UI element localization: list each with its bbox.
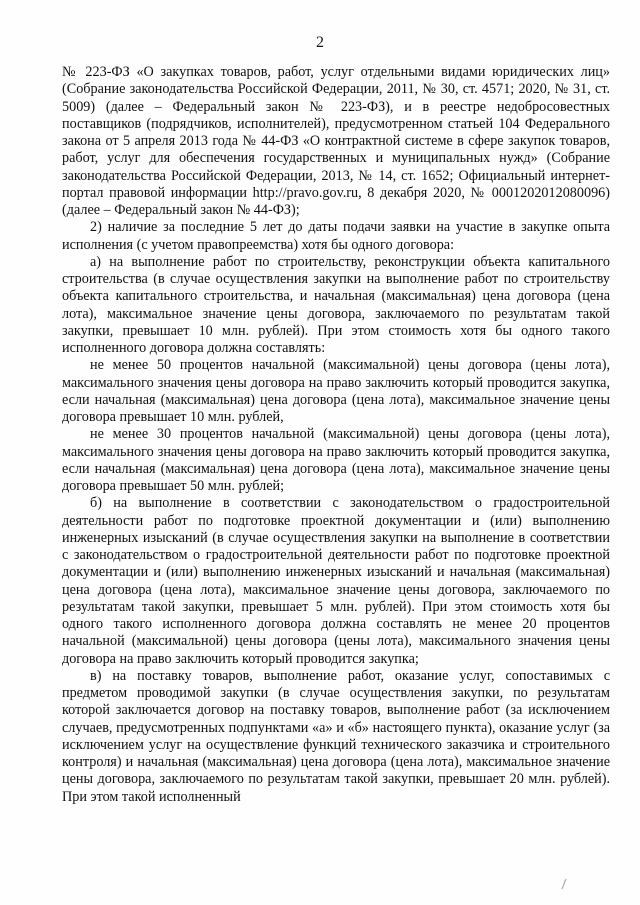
paragraph-subitem-v: в) на поставку товаров, выполнение работ, оказание услуг, сопоставимых с предметом проводимой закупки (в случае осуществления закупки, по результатам которой заключается договор на поставку товаров, выполнение работ (за исключением случаев, предусмотренных подпунктами «а» и «б» настоящего пункта), оказание услуг (за исключением услуг на осуществление функций технического заказчика и строительного контроля) и начальная (максимальная) цена договора (цена лота), максимальное значение цены договора, заключаемого по результатам такой закупки, превышает 20 млн. рублей). При этом такой исполненный [62,667,610,805]
paragraph-condition-50-percent: не менее 50 процентов начальной (максимальной) цены договора (цены лота), максимального значения цены договора на право заключить который проводится закупка, если начальная (максимальная) цена договора (цена лота), максимальное значение цены договора превышает 10 млн. рублей, [62,357,610,425]
paragraph-item-2: 2) наличие за последние 5 лет до даты подачи заявки на участие в закупке опыта исполнения (с учетом правопреемства) хотя бы одного договора: [62,219,610,253]
document-body [62,64,610,806]
paragraph-continuation: № 223-ФЗ «О закупках товаров, работ, услуг отдельными видами юридических лиц» (Собрание законодательства Российской Федерации, 2011, № 30, ст. 4571; 2020, № 31, ст. 5009) (далее – Федеральный закон № 223-ФЗ), и в реестре недобросовестных поставщиков (подрядчиков, исполнителей), предусмотренном статьей 104 Федерального закона от 5 апреля 2013 года № 44-ФЗ «О контрактной системе в сфере закупок товаров, работ, услуг для обеспечения государственных и муниципальных нужд» (Собрание законодательства Российской Федерации, 2013, № 14, ст. 1652; Официальный интернет-портал правовой информации http://pravo.gov.ru, 8 декабря 2020, № 0001202012080096) (далее – Федеральный закон № 44-ФЗ); [62,64,610,218]
pen-mark-icon [560,878,568,890]
page-number: 2 [316,34,324,51]
paragraph-subitem-a: а) на выполнение работ по строительству, реконструкции объекта капитального строительства (в случае осуществления закупки на выполнение работ по строительству объекта капитального строительства, и начальная (максимальная) цена договора (цена лота), максимальное значение цены договора, заключаемого по результатам такой закупки, превышает 10 млн. рублей). При этом стоимость хотя бы одного такого исполненного договора должна составлять: [62,253,610,356]
paragraph-subitem-b: б) на выполнение в соответствии с законодательством о градостроительной деятельности работ по подготовке проектной документации и (или) выполнению инженерных изысканий (в случае осуществления закупки на выполнение в соответствии с законодательством о градостроительной деятельности работ по подготовке проектной документации и (или) выполнению инженерных изысканий и начальная (максимальная) цена договора (цена лота), максимальное значение цены договора, заключаемого по результатам такой закупки, превышает 5 млн. рублей). При этом стоимость хотя бы одного такого исполненного договора должна составлять не менее 20 процентов начальной (максимальной) цены договора (цены лота), максимального значения цены договора на право заключить который проводится закупка; [62,495,610,667]
paragraph-condition-30-percent: не менее 30 процентов начальной (максимальной) цены договора (цены лота), максимального значения цены договора на право заключить который проводится закупка, если начальная (максимальная) цена договора (цена лота), максимальное значение цены договора превышает 50 млн. рублей; [62,426,610,494]
